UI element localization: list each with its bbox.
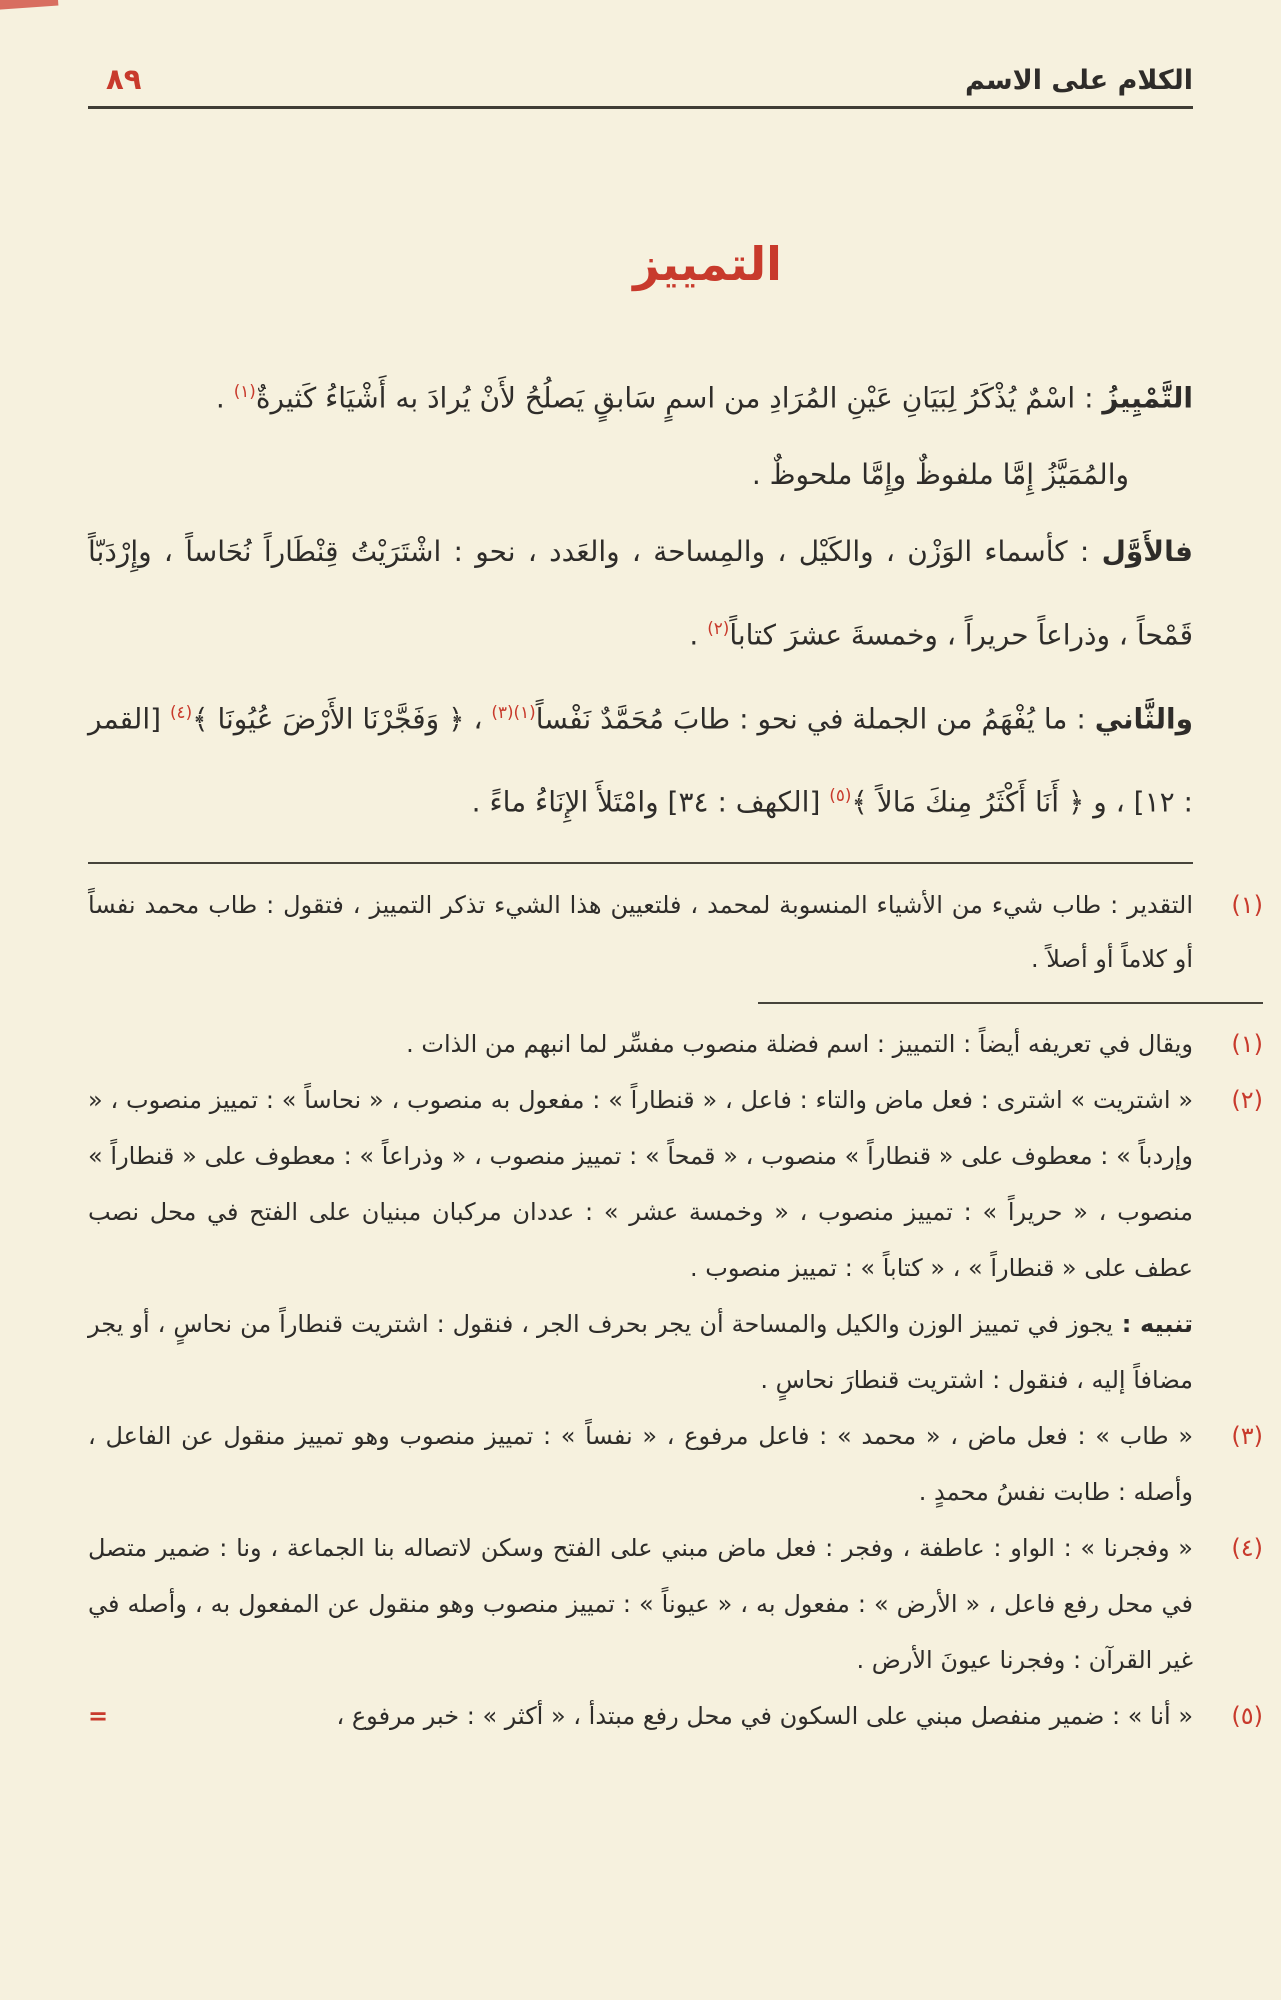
footnote-separator-secondary xyxy=(758,1002,1263,1004)
paragraph-first-type xyxy=(88,513,1193,673)
footnote-text xyxy=(88,1688,1193,1744)
footnote-ref-1-3: (١)(٣) xyxy=(491,701,536,722)
period: . xyxy=(215,381,234,415)
term-word: التَّمْيِيزُ xyxy=(1102,381,1193,415)
second-type-lead: والثَّاني xyxy=(1094,701,1194,735)
main-text xyxy=(88,353,1193,840)
footnote-marker: (٤) xyxy=(1231,1534,1263,1563)
footnote-marker: (١) xyxy=(1231,891,1263,920)
footnote-marker: (٥) xyxy=(1231,1702,1263,1731)
footnote-text: « وفجرنا » : الواو : عاطفة ، وفجر : فعل ماض مبني على الفتح وسكن لاتصاله بنا الجماعة ، ونا : ضمير متصل في محل رفع فاعل ، « الأرض » : مفعول به ، « عيوناً » : تمييز منصوب وهو منقول عن المفعول به ، وأصله في غير القرآن : وفجرنا عيونَ الأرض . xyxy=(88,1534,1193,1675)
quran-citation-1: [القمر : ١٢] ، و ﴿ أَنَا أَكْثَرُ مِنكَ مَالاً ﴾ xyxy=(88,701,1193,819)
scan-edge-artifact xyxy=(0,0,58,10)
footnote-ref-2: (٢) xyxy=(707,618,730,639)
footnote-item xyxy=(88,1016,1263,1072)
page-header xyxy=(88,0,1193,109)
first-type-lead: فالأَوَّل xyxy=(1101,535,1193,569)
separator-colon: : xyxy=(1075,381,1103,415)
footnote-text: التقدير : طاب شيء من الأشياء المنسوبة لمحمد ، فلتعيين هذا الشيء تذكر التمييز ، فتقول : طاب محمد نفساً أو كلاماً أو أصلاً . xyxy=(88,891,1193,974)
footnote-item xyxy=(88,878,1263,986)
page-container xyxy=(88,0,1263,1744)
quran-quote-1: ، ﴿ وَفَجَّرْنَا الأَرْضَ عُيُونَا ﴾ xyxy=(192,701,492,735)
chapter-title: التمييز xyxy=(633,237,782,291)
footnote-ref-4: (٤) xyxy=(169,701,193,722)
footnote-item xyxy=(88,1520,1263,1688)
footnote-ref-1: (١) xyxy=(233,381,256,401)
footnote-marker: (٣) xyxy=(1231,1422,1263,1451)
page-number: ٨٩ xyxy=(106,62,142,96)
note-lead: تنبيه : xyxy=(1113,1310,1194,1339)
footnote-body: « أنا » : ضمير منفصل مبني على السكون في محل رفع مبتدأ ، « أكثر » : خبر مرفوع ، xyxy=(336,1702,1193,1731)
footnote-text: « اشتريت » اشترى : فعل ماض والتاء : فاعل ، « قنطاراً » : مفعول به منصوب ، « نحاساً » : تمييز منصوب ، « وإردباً » : معطوف على « قنطاراً » منصوب ، « قمحاً » : تمييز منصوب ، « وذراعاً » : معطوف على « قنطاراً » منصوب ، « حريراً » : تمييز منصوب ، « وخمسة عشر » : عددان مركبان مبنيان على الفتح في محل نصب عطف على « قنطاراً » ، « كتاباً » : تمييز منصوب . xyxy=(88,1086,1193,1283)
second-type-text: ما يُفْهَمُ من الجملة في نحو : طابَ مُحَمَّدٌ نَفْساً xyxy=(535,701,1068,735)
footnotes-upper-block xyxy=(88,878,1263,986)
note-body: يجوز في تمييز الوزن والكيل والمساحة أن يجر بحرف الجر ، فنقول : اشتريت قنطاراً من نحاسٍ ، أو يجر مضافاً إليه ، فنقول : اشتريت قنطارَ نحاسٍ . xyxy=(88,1310,1193,1395)
separator-colon: : xyxy=(1067,535,1102,569)
footnote-marker: (٢) xyxy=(1231,1086,1263,1115)
footnote-item xyxy=(88,1408,1263,1520)
continuation-mark: = xyxy=(88,1702,109,1731)
footnote-item xyxy=(88,1072,1263,1296)
paragraph-types xyxy=(88,436,1193,513)
paragraph-second-type xyxy=(88,674,1193,841)
footnote-separator-main xyxy=(88,862,1193,864)
footnote-ref-5: (٥) xyxy=(829,784,852,805)
footnote-marker: (١) xyxy=(1231,1030,1263,1059)
period: . xyxy=(689,618,708,652)
first-type-text: كأسماء الوَزْن ، والكَيْل ، والمِساحة ، والعَدد ، نحو : اشْتَرَيْتُ قِنْطَاراً نُحَاساً ، وإِرْدَبّاً قَمْحاً ، وذراعاً حريراً ، وخمسةَ عشرَ كتاباً xyxy=(88,535,1193,652)
definition-text: اسْمٌ يُذْكَرُ لِبَيَانِ عَيْنِ المُرَادِ من اسمٍ سَابقٍ يَصلُحُ لأَنْ يُرادَ به أَشْيَاءُ كَثيرةٌ xyxy=(255,381,1076,415)
footnote-note-item xyxy=(88,1296,1263,1408)
quran-citation-2: [الكهف : ٣٤] وامْتَلأَ الإِنَاءُ ماءً . xyxy=(471,785,830,819)
footnote-text xyxy=(88,1296,1193,1408)
footnote-text: ويقال في تعريفه أيضاً : التمييز : اسم فضلة منصوب مفسِّر لما انبهم من الذات . xyxy=(406,1030,1193,1059)
separator-colon: : xyxy=(1067,701,1095,735)
footnote-text: « طاب » : فعل ماض ، « محمد » : فاعل مرفوع ، « نفساً » : تمييز منصوب وهو تمييز منقول عن الفاعل ، وأصله : طابت نفسُ محمدٍ . xyxy=(88,1422,1193,1507)
types-text: والمُمَيَّزُ إِمَّا ملفوظٌ وإِمَّا ملحوظٌ . xyxy=(751,458,1129,492)
footnote-item xyxy=(88,1688,1263,1744)
running-section-title: الكلام على الاسم xyxy=(964,65,1193,96)
paragraph-definition xyxy=(88,353,1193,436)
footnotes-lower-block xyxy=(88,1016,1263,1744)
